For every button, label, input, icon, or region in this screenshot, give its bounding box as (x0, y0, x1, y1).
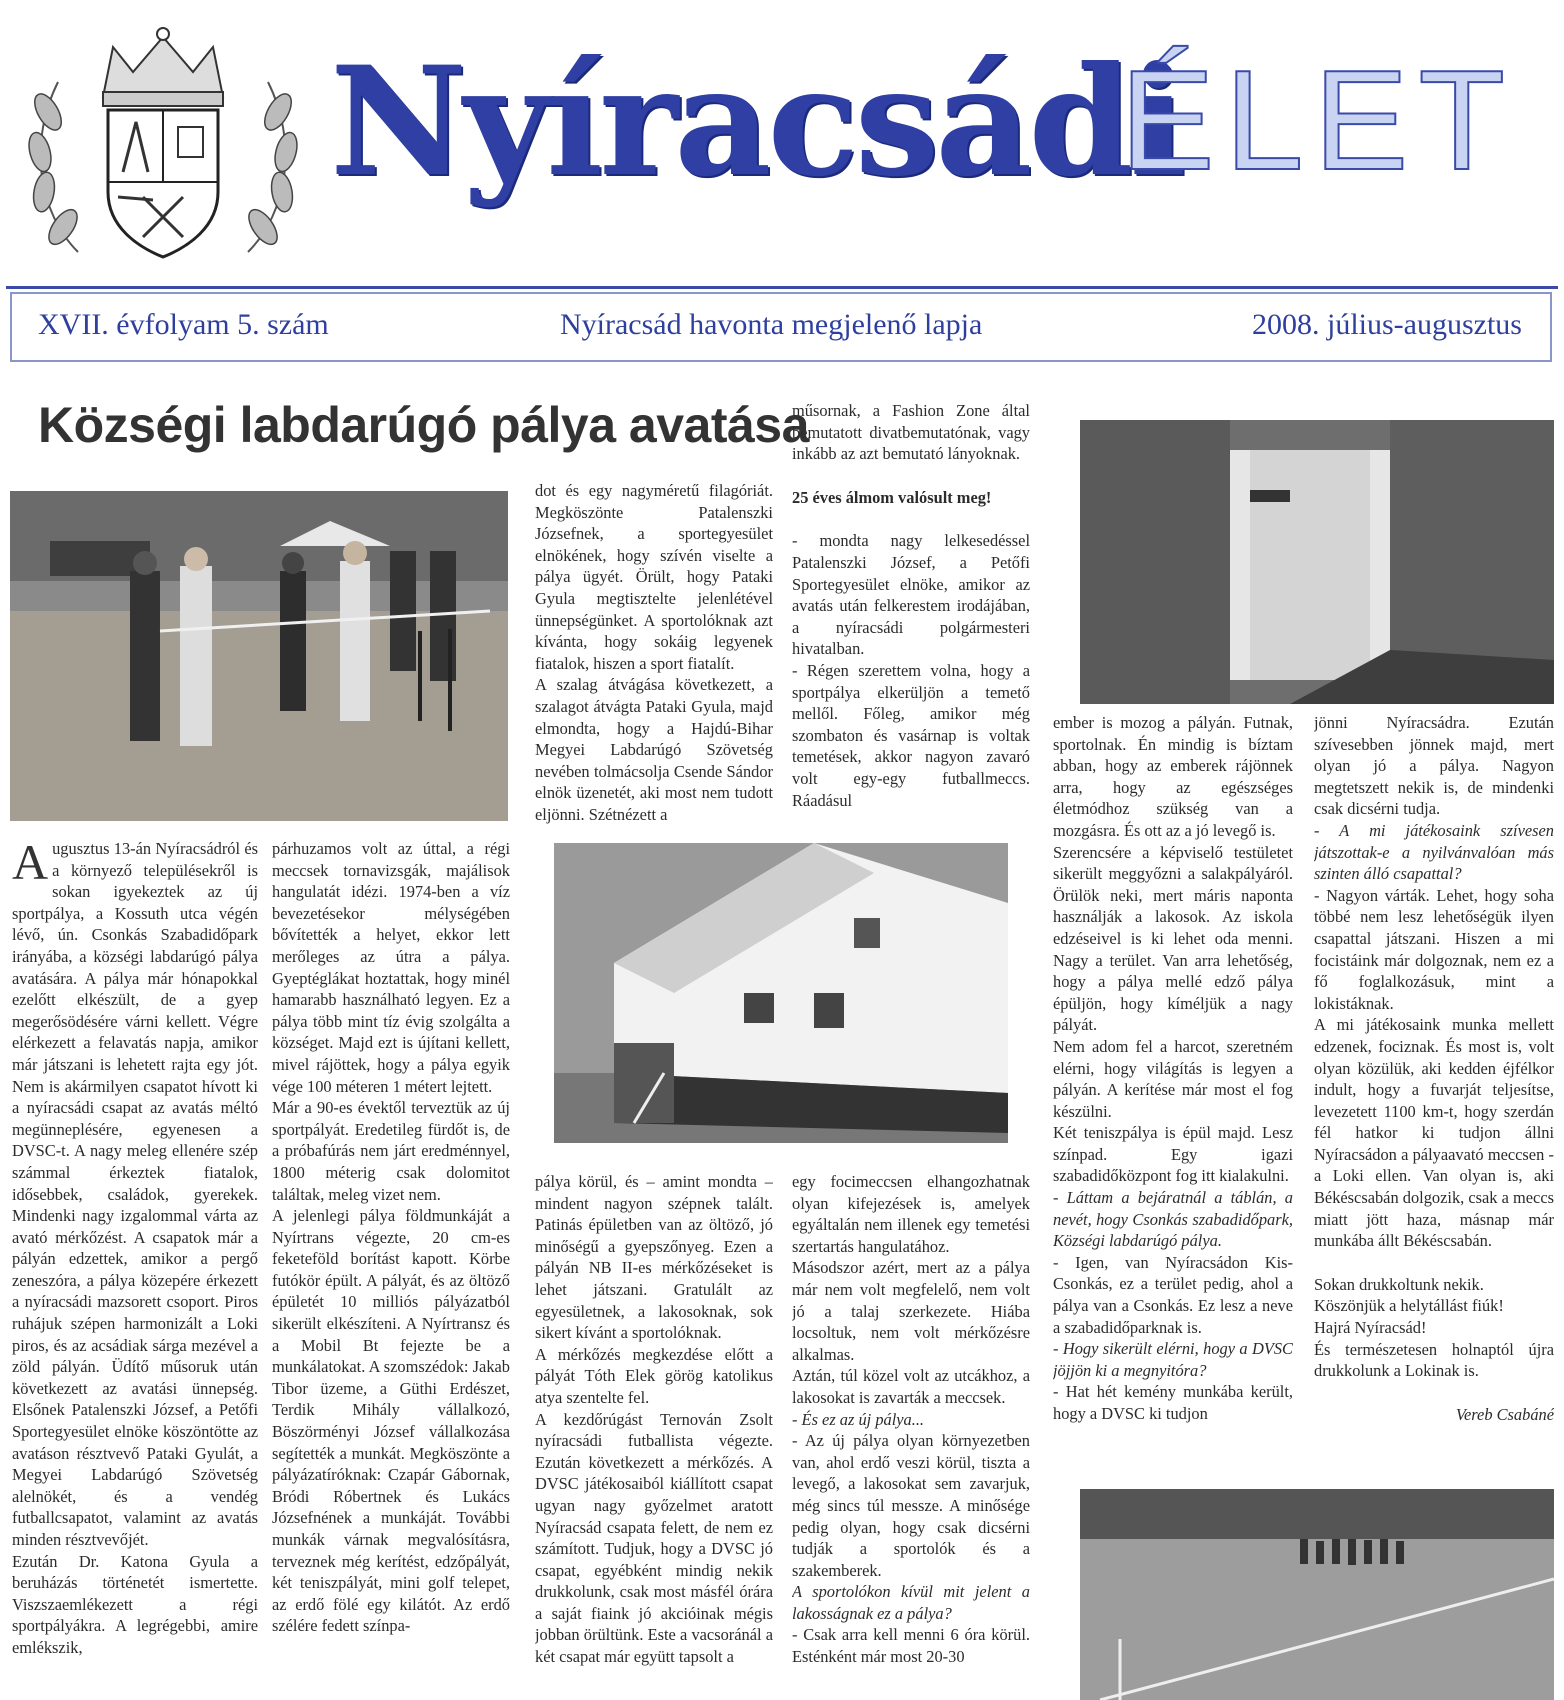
article-paragraph: - Csak arra kell menni 6 óra körül. Esténként már most 20-30 (792, 1625, 1030, 1667)
column-4-right-text (1053, 712, 1293, 1482)
article-paragraph: párhuzamos volt az úttal, a régi meccsek tornavizsgák, majálisok hangulatát idézi. 1974-ben a víz bevezetésekor mélységében bővítették a helyet, ekkor lett merőleges az útra a pálya. Gyeptéglákat hoztattak, hogy minél hamarabb használható legyen. Ez a pálya több mint tíz évig szolgálta a községet. Majd ezt is újítani kellett, mivel rájöttek, hogy a pálya egyik vége 100 méteren 1 métert lejtett. (272, 839, 510, 1096)
article-paragraph: A mi játékosaink munka mellett edzenek, fociznak. És most is, volt olyan közülük, aki kedden éjfélkor indult, hogy a fuvarját teljesítse, levezetett 1100 km-t, hogy szerdán fél hatkor ki tudjon állni Nyíracsádon a pályaavató meccsen - a Loki ellen. Van olyan is, aki Békéscsabán dolgozik, csak a meccs miatt jött haza, másnap már munkába állt Békéscsabán. (1314, 1015, 1554, 1251)
interview-question: A sportolókon kívül mit jelent a lakosságnak ez a pálya? (792, 1582, 1030, 1623)
interview-question: - Láttam a bejáratnál a táblán, a nevét, hogy Csonkás szabadidőpark, Községi labdarúgó pálya. (1053, 1188, 1293, 1251)
article-headline: Községi labdarúgó pálya avatása (38, 397, 809, 453)
column-1-text (12, 838, 258, 1700)
interview-question: - Hogy sikerült elérni, hogy a DVSC jöjjön ki a megnyitóra? (1053, 1339, 1293, 1380)
football-field-photo (1080, 1489, 1554, 1700)
column-4-lower-text (792, 1171, 1030, 1700)
article-paragraph: - Nagyon várták. Lehet, hogy soha többé nem lesz lehetőségük ilyen csapattal játszani. Hiszen a mi focistáink már dolgoznak, nem ez a fő foglalkozásuk, mint a lokistáknak. (1314, 885, 1554, 1013)
column-3-upper-text (792, 400, 1030, 828)
interior-doorway-photo (1080, 420, 1554, 704)
closing-line: Sokan drukkoltunk nekik. (1314, 1274, 1484, 1294)
column-2-upper-text (535, 480, 773, 828)
article-paragraph: A kezdőrúgást Ternován Zsolt nyíracsádi futballista végezte. Ezután következett a mérkőzés. A DVSC játékosaiból kiállított csapat ugyan nagy győzelmet aratott Nyíracsád csapata felett, de nem ez számított. Tudjuk, hogy a DVSC jó csapat, egyébként mindig nekik drukkolunk, csak most másfél órára a saját fiaink jó akcióinak mégis jobban örültünk. Este a vacsoránál a két csapat már együtt tapsolt a (535, 1409, 773, 1667)
article-paragraph: Két teniszpálya is épül majd. Lesz színpad. Egy igazi szabadidőközpont fog itt kialakulni. (1053, 1123, 1293, 1186)
article-paragraph: Aztán, túl közel volt az utcákhoz, a lakosokat is zavarták a meccsek. (792, 1366, 1030, 1407)
coat-of-arms-emblem (18, 22, 308, 272)
article-paragraph: ember is mozog a pályán. Futnak, sportolnak. Én mindig is bíztam abban, hogy az emberek rájönnek arra, hogy az egészséges életmódhoz szükség van a mozgásra. És ott az a jó levegő is. (1053, 713, 1293, 840)
article-paragraph: Másodszor azért, mert az a pálya már nem volt megfelelő, nem volt jó a talaj szerkezete. Hiába locsoltuk, nem volt mérkőzésre alkalmas. (792, 1258, 1030, 1364)
article-paragraph: A mérkőzés megkezdése előtt a pályát Tóth Elek görög katolikus atya szentelte fel. (535, 1344, 773, 1407)
changing-building-photo (554, 843, 1008, 1143)
ribbon-cutting-photo (10, 491, 508, 821)
article-paragraph: - Igen, van Nyíracsádon Kis-Csonkás, ez a terület pedig, ahol a pálya van a Csonkás. Ez lesz a neve a szabadidőparknak is. (1053, 1252, 1293, 1337)
article-paragraph: - Régen szerettem volna, hogy a sportpálya elkerüljön a temető mellől. Főleg, amikor még szombaton és vasárnap is voltak temetések, akkor nagyon zavaró volt egy-egy futballmeccs. Ráadásul (792, 660, 1030, 810)
masthead-rule (6, 286, 1558, 289)
article-paragraph: Ezután Dr. Katona Gyula a beruházás történetét ismertette. Viszszaemlékezett a régi sportpályákra. A legrégebbi, amire emlékszik, (12, 1551, 258, 1657)
article-paragraph: Már a 90-es évektől terveztük az új sportpályát. Eredetileg fürdőt is, de a próbafúrás nem járt eredménnyel, 1800 méterig csak dolomitot találtak, meleg vizet nem. (272, 1098, 510, 1204)
tagline: Nyíracsád havonta megjelenő lapja (560, 308, 983, 341)
article-paragraph: - mondta nagy lelkesedéssel Patalenszki József, a Petőfi Sportegyesület elnöke, amikor az avatás után felkerestem irodájában, a nyíracsádi polgármesteri hivatalban. (792, 531, 1030, 659)
article-paragraph: A jelenlegi pálya földmunkáját a Nyírtrans végezte, 20 cm-es feketeföld borítást kapott. Körbe futókör épült. A pályát, és az öltöző épületét 10 milliós pályázatból sikerült elkészíteni. A Nyírtransz és a Mobil Bt fejezte be a munkálatokat. A szomszédok: Jakab Tibor üzeme, a Güthi Erdészet, Terdik Mihály vállalkozó, Böszörményi József vállalkozása segítették a munkát. Megköszönte a pályázatíróknak: Czapár Gábornak, Bródi Róbertnek és Lukács Józsefnének a munkáját. További munkák várnak megvalósításra, terveznek még kerítést, edzőpályát, két teniszpályát, mini golf telepet, az erdő fölé egy kilátót. Az erdő szélére fedett színpa- (272, 1206, 510, 1636)
article-paragraph: Szerencsére a képviselő testületet sikerült meggyőzni a salakpályáról. Örülök neki, mert máris naponta használják a lakosok. Az iskola edzéseivel is ki lehet oda menni. Nagy a terület. Van arra lehetőség, hogy a pálya mellé edző pálya épüljön, hogy kíméljük a nagy pályát. (1053, 842, 1293, 1035)
article-paragraph: Nem adom fel a harcot, szeretném elérni, hogy világítás is legyen a pályán. A kerítése már most el fog készülni. (1053, 1036, 1293, 1121)
article-paragraph: ugusztus 13-án Nyíracsádról és a környező településekről is sokan igyekeztek az új sportpálya, a Kossuth utca végén lévő, ún. Csonkás Szabadidőpark irányába, a községi labdarúgó pálya avatására. A pálya már hónapokkal ezelőtt elkészült, de a gyep megerősödésére várni kellett. Végre elérkezett a felavatás napja, amikor már játszani is lehetett rajta egy jót. Nem is akármilyen csapatot hívott ki a nyíracsádi csapat az avatás méltó megünneplésére, egyenesen a DVSC-t. A nagy meleg ellenére szép számmal érkeztek fiatalok, idősebbek, családok, gyerekek. Mindenki nagy izgalommal várta az avató mérkőzést. A csapatok már a pályán edzettek, amikor a pergő zeneszóra, a pálya közepére érkezett a nyíracsádi mazsorett csoport. Piros ruhájuk szépen harmonizált a Loki piros, és az acsádiak sárga mezével a zöld pályán. Üdítő műsoruk után következett az avatási ünnepség. Elsőnek Patalenszki József, a Petőfi Sportegyesület elnöke köszöntötte az avatáson résztvevő Pataki Gyulát, a Megyei Labdarúgó Szövetség alelnökét, és a vendég futballcsapatot, valamint az avatás minden résztvevőjét. (12, 839, 258, 1549)
article-paragraph: jönni Nyíracsádra. Ezután szívesebben jönnek majd, mert olyan jó a pálya. Nagyon megtetszett nekik is, de mindenki csak dicsérni tudja. (1314, 713, 1554, 819)
author-signature: Vereb Csabáné (1455, 1404, 1554, 1424)
drop-cap: A (12, 838, 49, 890)
issue-date: 2008. július-augusztus (1252, 308, 1522, 341)
interview-question: - A mi játékosaink szívesen játszottak-e a nyilvánvalóan más szinten álló csapattal? (1314, 820, 1554, 884)
column-3-lower-text (535, 1171, 773, 1700)
article-paragraph: - Az új pálya olyan környezetben van, ahol erdő veszi körül, tiszta a levegő, a lakosokat sem zavarjuk, még sincs túl messze. A minősége pedig olyan, hogy csak dicsérni tudják a sportolók és a szakemberek. (792, 1431, 1030, 1580)
column-2-lower-text (272, 838, 510, 1700)
article-paragraph: A szalag átvágása következett, a szalagot átvágta Pataki Gyula, majd elmondta, hogy a Hajdú-Bihar Megyei Labdarúgó Szövetség nevében tolmácsolja Csende Sándor elnök üzenetét, aki most nem tudott eljönni. Szétnézett a (535, 675, 773, 824)
closing-line: Köszönjük a helytállást fiúk! (1314, 1296, 1504, 1316)
article-paragraph: - Hat hét kemény munkába került, hogy a DVSC ki tudjon (1053, 1382, 1293, 1423)
closing-line: Hajrá Nyíracsád! (1314, 1318, 1427, 1338)
article-paragraph: műsornak, a Fashion Zone által bemutatott divatbemutatónak, vagy inkább az azt bemutató lányoknak. (792, 401, 1030, 464)
article-paragraph: dot és egy nagyméretű filagóriát. Megköszönte Patalenszki Józsefnek, a sportegyesület elnökének, hogy szívén viselte a pálya ügyét. Örült, hogy Pataki Gyula megtisztelte jelenlétével ünnepségünket. A sportolóknak azt kívánta, hogy sokáig legyenek fiatalok, hiszen a sport fiatalít. (535, 481, 773, 673)
issue-number: XVII. évfolyam 5. szám (38, 308, 329, 341)
column-5-text (1314, 712, 1554, 1482)
closing-line: És természetesen holnaptól újra drukkolunk a Lokinak is. (1314, 1339, 1554, 1381)
interview-question: - És ez az új pálya... (792, 1409, 925, 1429)
article-paragraph: egy focimeccsen elhangozhatnak olyan kifejezések is, amelyek egyáltalán nem illenek egy temetési szertartás hangulatához. (792, 1172, 1030, 1256)
article-subheading: 25 éves álmom valósult meg! (792, 487, 992, 507)
masthead-title: Nyíracsádi (330, 34, 1183, 210)
article-paragraph: pálya körül, és – amint mondta – mindent nagyon szépnek talált. Patinás épületben van az öltöző, jó minőségű a gyepszőnyeg. Ezen a pályán NB II-es mérkőzéseket is lehet játszani. Gratulált az egyesületnek, a lakosoknak, sok sikert kívánt a sportolóknak. (535, 1172, 773, 1343)
masthead-subtitle: ÉLET (1120, 41, 1516, 200)
